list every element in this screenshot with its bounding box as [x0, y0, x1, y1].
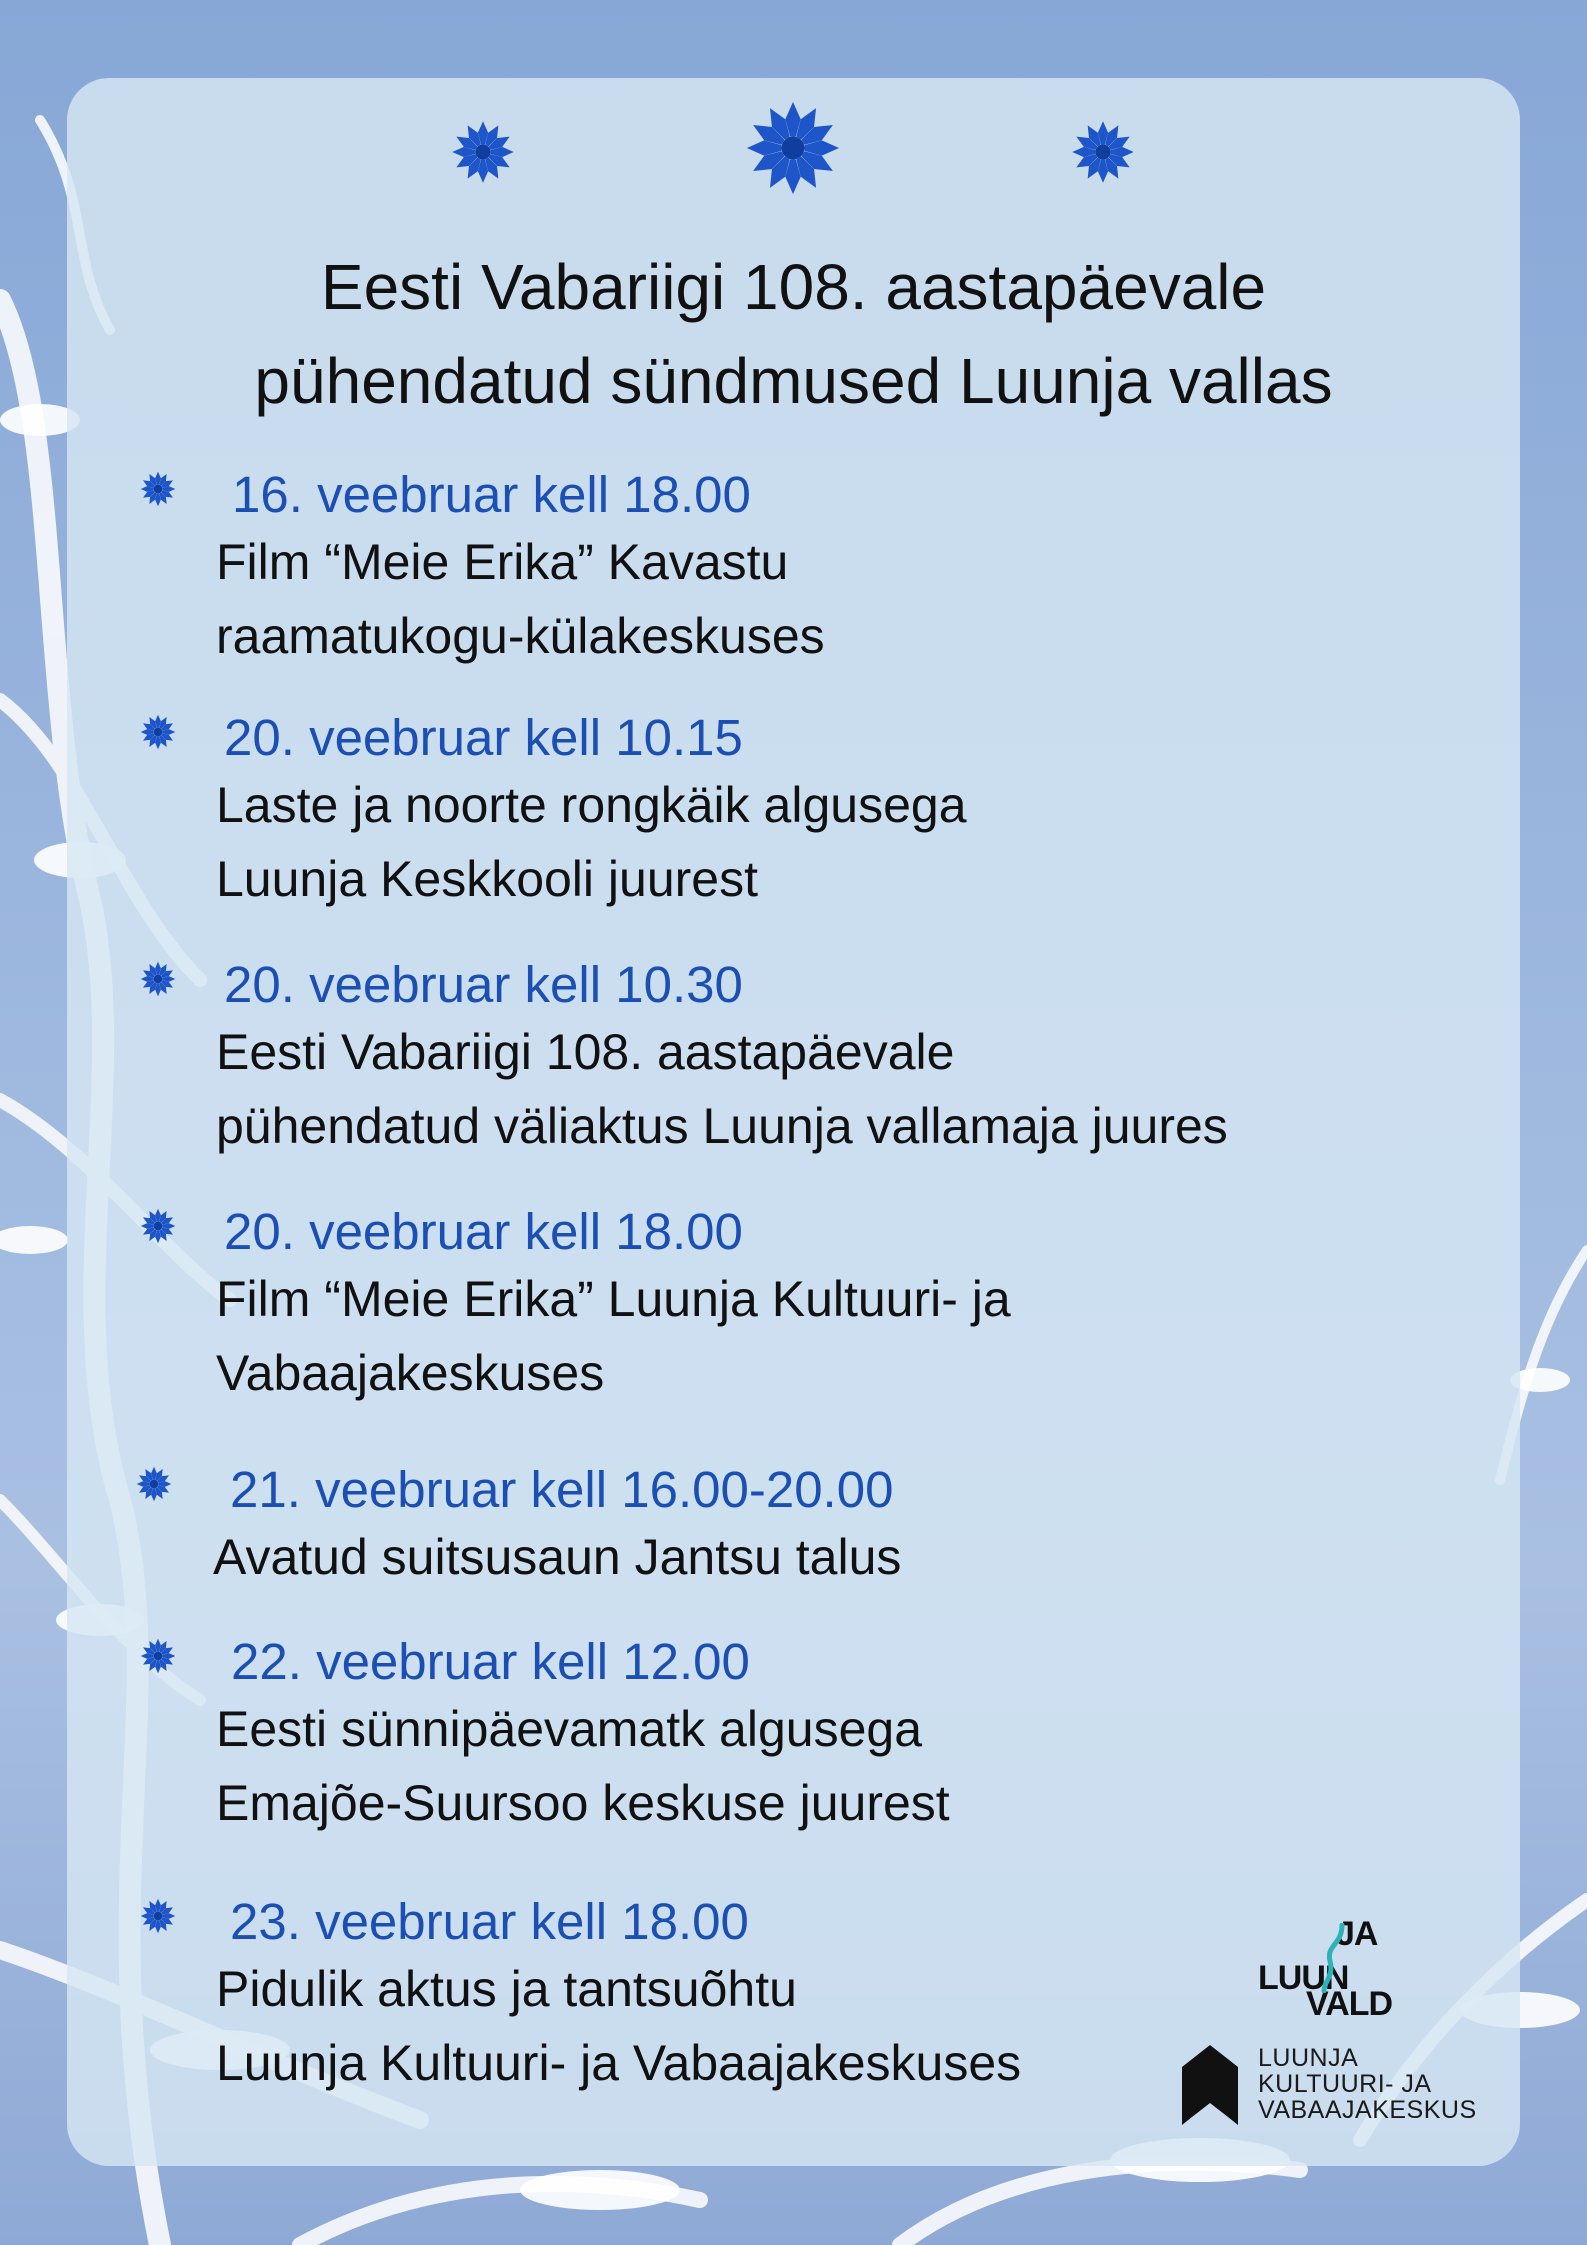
event-description [216, 1692, 950, 1840]
event-description-line: Film “Meie Erika” Kavastu [216, 534, 789, 590]
logo-text-line: KULTUURI- JA [1258, 2070, 1432, 2098]
event-description-line: Vabaajakeskuses [216, 1345, 605, 1401]
logo-word: VALD [1306, 1985, 1393, 2023]
event-description [216, 1015, 1228, 1163]
page-title [140, 240, 1447, 428]
cornflower-icon [140, 1208, 176, 1244]
event-description-line: Eesti sünnipäevamatk algusega [216, 1701, 923, 1757]
cornflower-icon [451, 120, 515, 184]
header-flowers [0, 100, 1587, 210]
event-description-line: raamatukogu-külakeskuses [216, 608, 825, 664]
arch-logo-icon [1182, 2045, 1238, 2125]
cornflower-icon [140, 1898, 176, 1934]
event-description-line: Laste ja noorte rongkäik algusega [216, 777, 967, 833]
logo-text-line: LUUNJA [1258, 2044, 1359, 2072]
event-date: 20. veebruar kell 18.00 [224, 1203, 743, 1260]
event-date: 20. veebruar kell 10.30 [224, 956, 743, 1013]
kultuurikeskus-logo [1182, 2045, 1482, 2125]
luunja-vald-logo [1256, 1915, 1393, 2025]
event-date: 23. veebruar kell 18.00 [230, 1893, 749, 1950]
event-description-line: Pidulik aktus ja tantsuõhtu [216, 1961, 797, 2017]
title-line-2: pühendatud sündmused Luunja vallas [254, 345, 1333, 417]
cornflower-icon [136, 1466, 172, 1502]
logo-word: JA [1336, 1915, 1378, 1953]
event-description-line: Emajõe-Suursoo keskuse juurest [216, 1775, 950, 1831]
event-description-line: Avatud suitsusaun Jantsu talus [213, 1529, 902, 1585]
event-description [216, 525, 825, 673]
event-date: 16. veebruar kell 18.00 [232, 466, 751, 523]
logo-word: LUUN [1258, 1959, 1349, 1997]
event-description-line: Eesti Vabariigi 108. aastapäevale [216, 1024, 955, 1080]
event-description-line: Luunja Keskkooli juurest [216, 851, 758, 907]
event-description [216, 1262, 1011, 1410]
cornflower-icon [140, 961, 176, 997]
event-description [216, 1952, 1021, 2100]
event-description [213, 1520, 901, 1594]
cornflower-icon [140, 471, 176, 507]
event-date: 22. veebruar kell 12.00 [231, 1633, 750, 1690]
river-mark-icon [1320, 1923, 1348, 1993]
event-description-line: pühendatud väliaktus Luunja vallamaja juures [216, 1098, 1228, 1154]
event-description-line: Film “Meie Erika” Luunja Kultuuri- ja [216, 1271, 1011, 1327]
kultuurikeskus-name [1258, 2045, 1477, 2123]
event-description [216, 768, 967, 916]
title-line-1: Eesti Vabariigi 108. aastapäevale [320, 251, 1267, 323]
logo-text-line: VABAAJAKESKUS [1258, 2096, 1477, 2124]
event-date: 20. veebruar kell 10.15 [224, 709, 743, 766]
cornflower-icon [1071, 120, 1135, 184]
cornflower-icon [140, 1638, 176, 1674]
event-date: 21. veebruar kell 16.00-20.00 [230, 1461, 894, 1518]
cornflower-icon [140, 714, 176, 750]
event-description-line: Luunja Kultuuri- ja Vabaajakeskuses [216, 2035, 1022, 2091]
cornflower-icon [745, 100, 841, 196]
